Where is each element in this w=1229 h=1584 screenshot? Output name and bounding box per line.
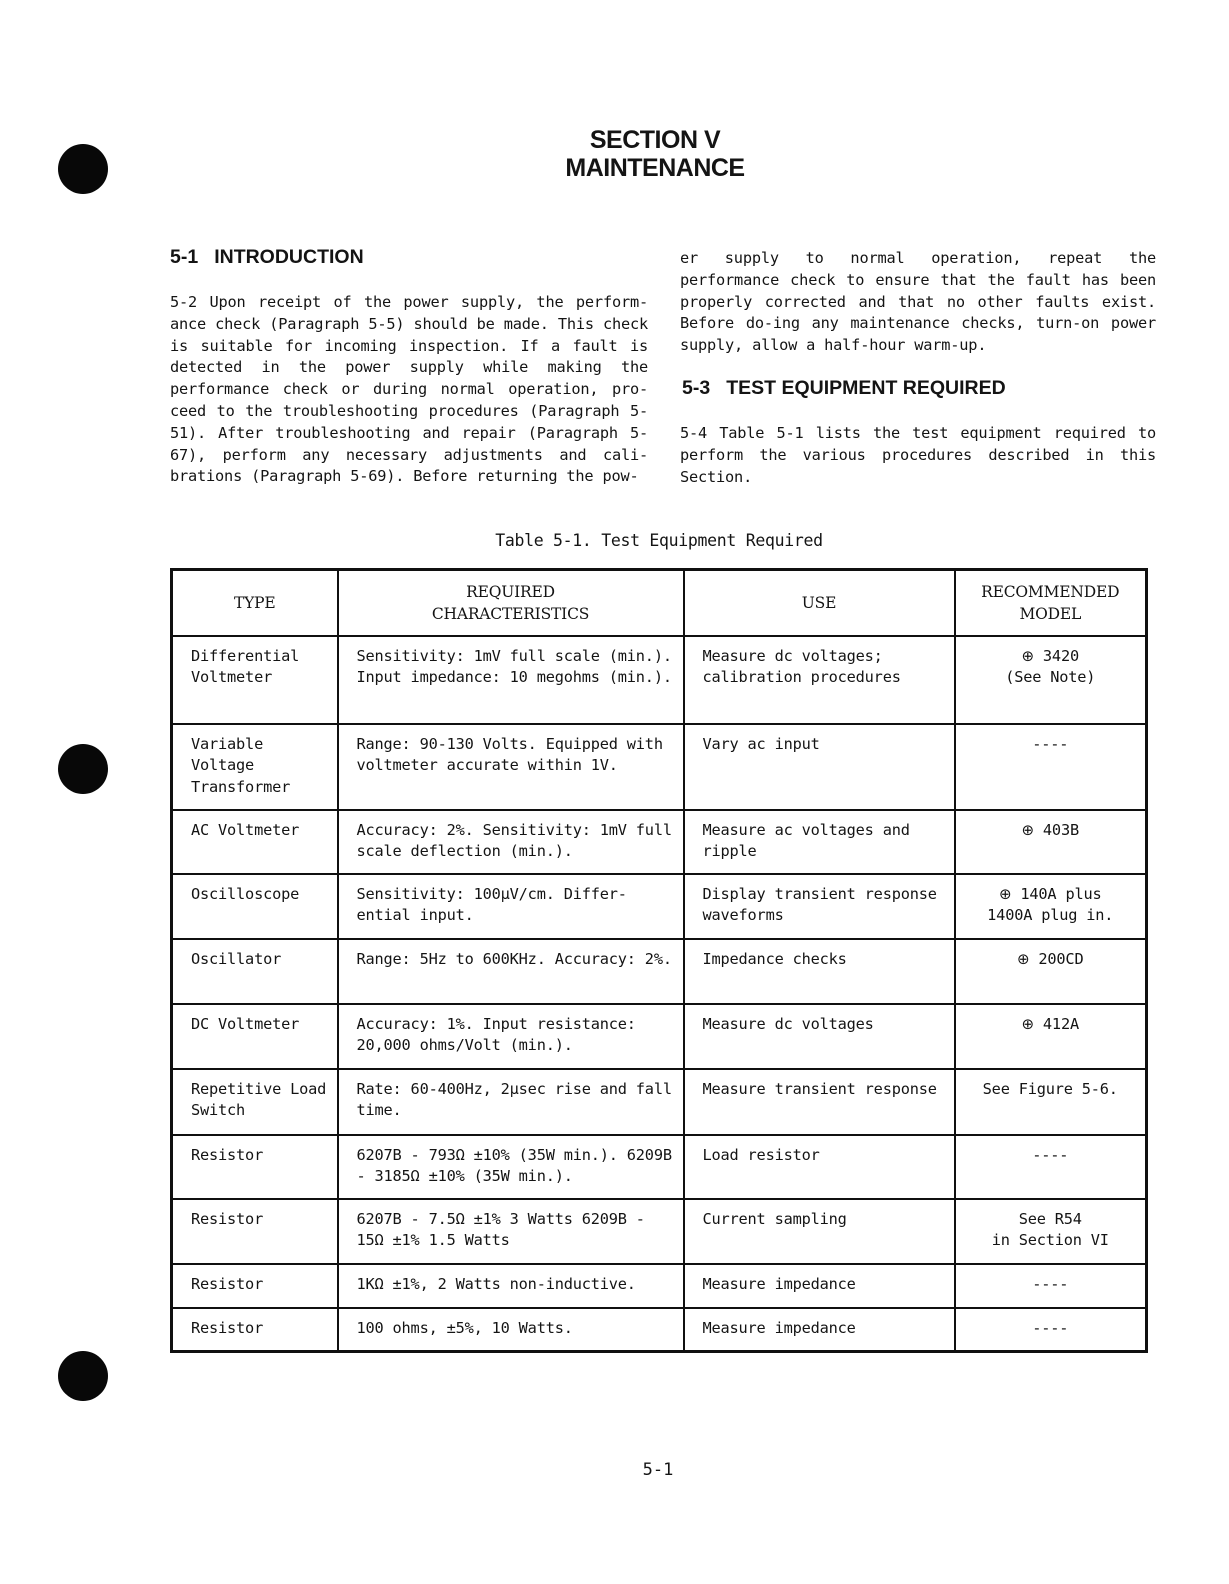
test-equipment-paragraph: 5-4 Table 5-1 lists the test equipment required to perform the various procedures described in this Section. <box>680 424 1156 486</box>
cell-characteristics: Rate: 60-400Hz, 2μsec rise and fall time. <box>338 1069 684 1135</box>
page-number: 5-1 <box>642 1460 674 1480</box>
cell-type: Oscillator <box>172 939 338 1004</box>
model-number: 403B <box>1042 820 1079 839</box>
header-model: RECOMMENDED MODEL <box>955 570 1147 636</box>
cell-type: AC Voltmeter <box>172 810 338 874</box>
cell-model <box>955 810 1147 874</box>
table-caption: Table 5-1. Test Equipment Required <box>495 531 823 550</box>
model-number: See Figure 5-6. <box>982 1079 1118 1098</box>
model-number: ---- <box>1032 1145 1069 1164</box>
table-row <box>172 724 1147 810</box>
hp-logo-icon: ⊕ <box>999 884 1012 903</box>
cell-characteristics: Range: 90-130 Volts. Equipped with voltmeter accurate within 1V. <box>338 724 684 810</box>
table-row <box>172 1069 1147 1135</box>
table-header-row <box>172 570 1147 636</box>
table-row <box>172 939 1147 1004</box>
intro-heading <box>170 246 364 269</box>
cell-use: Measure dc voltages <box>684 1004 955 1069</box>
cell-type: Resistor <box>172 1308 338 1352</box>
cell-type: Oscilloscope <box>172 874 338 939</box>
table-row <box>172 1004 1147 1069</box>
cell-use: Measure impedance <box>684 1264 955 1308</box>
cell-model <box>955 874 1147 939</box>
cell-type: Variable Voltage Transformer <box>172 724 338 810</box>
model-number: See R54 <box>1018 1209 1082 1228</box>
intro-paragraph-right: er supply to normal operation, repeat the performance check to ensure that the fault has been properly corrected and that no other faults exist. Before do-ing any maintenance checks, turn-on power supply, allow a half-hour warm-up. <box>680 249 1156 355</box>
header-type: TYPE <box>172 570 338 636</box>
model-note: 1400A plug in. <box>987 906 1114 925</box>
cell-model <box>955 636 1147 724</box>
cell-use: Measure ac voltages and ripple <box>684 810 955 874</box>
cell-use: Measure transient response <box>684 1069 955 1135</box>
header-use: USE <box>684 570 955 636</box>
binder-hole-middle <box>58 744 108 794</box>
cell-model <box>955 1135 1147 1199</box>
cell-use: Current sampling <box>684 1199 955 1264</box>
cell-use: Load resistor <box>684 1135 955 1199</box>
cell-use: Impedance checks <box>684 939 955 1004</box>
cell-use: Measure impedance <box>684 1308 955 1352</box>
table-row <box>172 1308 1147 1352</box>
intro-paragraph-left: 5-2 Upon receipt of the power supply, the perform-ance check (Paragraph 5-5) should be made. This check is suitable for incoming inspection. If a fault is detected in the power supply while making the performance check or during normal operation, pro-ceed to the troubleshooting procedures (Paragraph 5-51). After troubleshooting and repair (Paragraph 5-67), perform any necessary adjustments and cali-brations (Paragraph 5-69). Before returning the pow- <box>170 293 648 486</box>
cell-characteristics: Accuracy: 2%. Sensitivity: 1mV full scale deflection (min.). <box>338 810 684 874</box>
cell-type: Resistor <box>172 1135 338 1199</box>
model-number: 200CD <box>1038 949 1084 968</box>
model-note: in Section VI <box>991 1231 1109 1250</box>
cell-model <box>955 939 1147 1004</box>
model-number: 3420 <box>1042 646 1079 665</box>
model-number: ---- <box>1032 1318 1069 1337</box>
model-note: (See Note) <box>1005 668 1096 687</box>
test-equipment-title: TEST EQUIPMENT REQUIRED <box>726 377 1006 399</box>
model-number: ---- <box>1032 1274 1069 1293</box>
cell-model <box>955 1308 1147 1352</box>
hp-logo-icon: ⊕ <box>1021 820 1034 839</box>
cell-use: Measure dc voltages; calibration procedures <box>684 636 955 724</box>
cell-model <box>955 724 1147 810</box>
table-row <box>172 1264 1147 1308</box>
section-title: SECTION V <box>589 126 721 154</box>
table-row <box>172 1135 1147 1199</box>
cell-model <box>955 1264 1147 1308</box>
intro-title: INTRODUCTION <box>214 246 364 268</box>
cell-characteristics: 1KΩ ±1%, 2 Watts non-inductive. <box>338 1264 684 1308</box>
cell-type: Repetitive Load Switch <box>172 1069 338 1135</box>
cell-characteristics: Accuracy: 1%. Input resistance: 20,000 ohms/Volt (min.). <box>338 1004 684 1069</box>
binder-hole-bottom <box>58 1351 108 1401</box>
cell-characteristics: Sensitivity: 100μV/cm. Differ-ential input. <box>338 874 684 939</box>
model-number: ---- <box>1032 734 1069 753</box>
cell-type: Resistor <box>172 1199 338 1264</box>
cell-characteristics: Range: 5Hz to 600KHz. Accuracy: 2%. <box>338 939 684 1004</box>
cell-model <box>955 1199 1147 1264</box>
hp-logo-icon: ⊕ <box>1017 949 1030 968</box>
header-characteristics: REQUIRED CHARACTERISTICS <box>338 570 684 636</box>
cell-use: Display transient response waveforms <box>684 874 955 939</box>
cell-characteristics: 6207B - 7.5Ω ±1% 3 Watts 6209B - 15Ω ±1% 1.5 Watts <box>338 1199 684 1264</box>
table-row <box>172 810 1147 874</box>
cell-model <box>955 1004 1147 1069</box>
cell-type: Resistor <box>172 1264 338 1308</box>
section-subtitle: MAINTENANCE <box>565 154 745 182</box>
cell-model <box>955 1069 1147 1135</box>
cell-use: Vary ac input <box>684 724 955 810</box>
test-equipment-heading <box>682 377 1006 400</box>
cell-characteristics: 6207B - 793Ω ±10% (35W min.). 6209B - 3185Ω ±10% (35W min.). <box>338 1135 684 1199</box>
hp-logo-icon: ⊕ <box>1021 1014 1034 1033</box>
cell-type: DC Voltmeter <box>172 1004 338 1069</box>
cell-characteristics: 100 ohms, ±5%, 10 Watts. <box>338 1308 684 1352</box>
test-equipment-number: 5-3 <box>682 377 711 399</box>
test-equipment-table <box>170 568 1148 1353</box>
cell-characteristics: Sensitivity: 1mV full scale (min.). Input impedance: 10 megohms (min.). <box>338 636 684 724</box>
cell-type: Differential Voltmeter <box>172 636 338 724</box>
model-number: 140A plus <box>1020 884 1102 903</box>
table-row <box>172 1199 1147 1264</box>
intro-number: 5-1 <box>170 246 199 268</box>
hp-logo-icon: ⊕ <box>1021 646 1034 665</box>
table-row <box>172 636 1147 724</box>
model-number: 412A <box>1042 1014 1079 1033</box>
table-row <box>172 874 1147 939</box>
